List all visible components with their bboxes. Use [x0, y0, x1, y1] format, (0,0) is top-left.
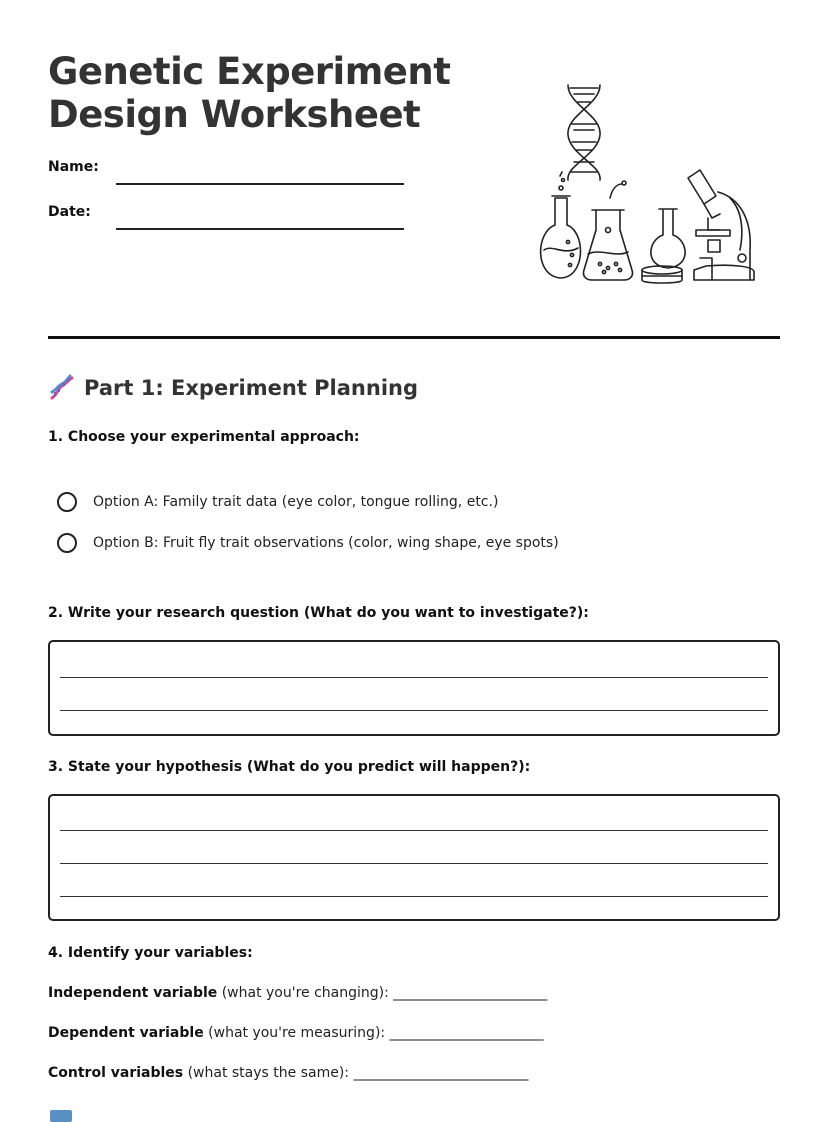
- name-field[interactable]: [48, 157, 404, 187]
- dna-icon: [48, 374, 76, 402]
- round-flask-icon: [541, 172, 581, 278]
- option-a-label: Option A: Family trait data (eye color, tongue rolling, etc.): [93, 494, 499, 510]
- control-variables-term: Control variables: [48, 1065, 184, 1081]
- question-4-label: 4. Identify your variables:: [48, 945, 253, 961]
- name-label: Name:: [48, 159, 99, 175]
- header-divider: [48, 336, 780, 339]
- dependent-variable-hint: (what you're measuring): ______________________: [203, 1025, 544, 1041]
- option-a[interactable]: [57, 492, 498, 512]
- answer-line: [60, 710, 768, 711]
- question-3-label: 3. State your hypothesis (What do you predict will happen?):: [48, 759, 531, 775]
- answer-line: [60, 863, 768, 864]
- date-field[interactable]: [48, 202, 404, 232]
- question-2-label: 2. Write your research question (What do you want to investigate?):: [48, 605, 589, 621]
- control-variables-row[interactable]: [48, 1065, 528, 1081]
- worksheet-title: [48, 50, 450, 136]
- petri-dish-icon: [642, 266, 682, 283]
- date-label: Date:: [48, 204, 91, 220]
- hypothesis-box[interactable]: [48, 794, 780, 921]
- part1-heading: [48, 374, 418, 402]
- option-b-label: Option B: Fruit fly trait observations (color, wing shape, eye spots): [93, 535, 559, 551]
- control-variables-hint: (what stays the same): _________________________: [183, 1065, 529, 1081]
- option-a-radio[interactable]: [57, 492, 77, 512]
- option-b[interactable]: [57, 533, 559, 553]
- answer-line: [60, 830, 768, 831]
- title-line-2: Design Worksheet: [48, 93, 421, 136]
- independent-variable-row[interactable]: [48, 985, 547, 1001]
- research-question-box[interactable]: [48, 640, 780, 736]
- date-input-line[interactable]: [116, 228, 404, 230]
- answer-line: [60, 896, 768, 897]
- question-1-label: 1. Choose your experimental approach:: [48, 429, 360, 445]
- name-input-line[interactable]: [116, 183, 404, 185]
- erlenmeyer-flask-icon: [583, 181, 632, 280]
- part1-heading-text: Part 1: Experiment Planning: [84, 376, 419, 400]
- independent-variable-term: Independent variable: [48, 985, 218, 1001]
- dna-helix-icon: [568, 85, 600, 180]
- lab-equipment-illustration: [530, 80, 760, 290]
- independent-variable-hint: (what you're changing): ______________________: [217, 985, 548, 1001]
- option-b-radio[interactable]: [57, 533, 77, 553]
- answer-line: [60, 677, 768, 678]
- microscope-icon: [688, 170, 754, 280]
- chart-icon: [50, 1110, 72, 1122]
- dependent-variable-term: Dependent variable: [48, 1025, 204, 1041]
- dependent-variable-row[interactable]: [48, 1025, 544, 1041]
- conical-flask-icon: [651, 209, 685, 268]
- title-line-1: Genetic Experiment: [48, 50, 451, 93]
